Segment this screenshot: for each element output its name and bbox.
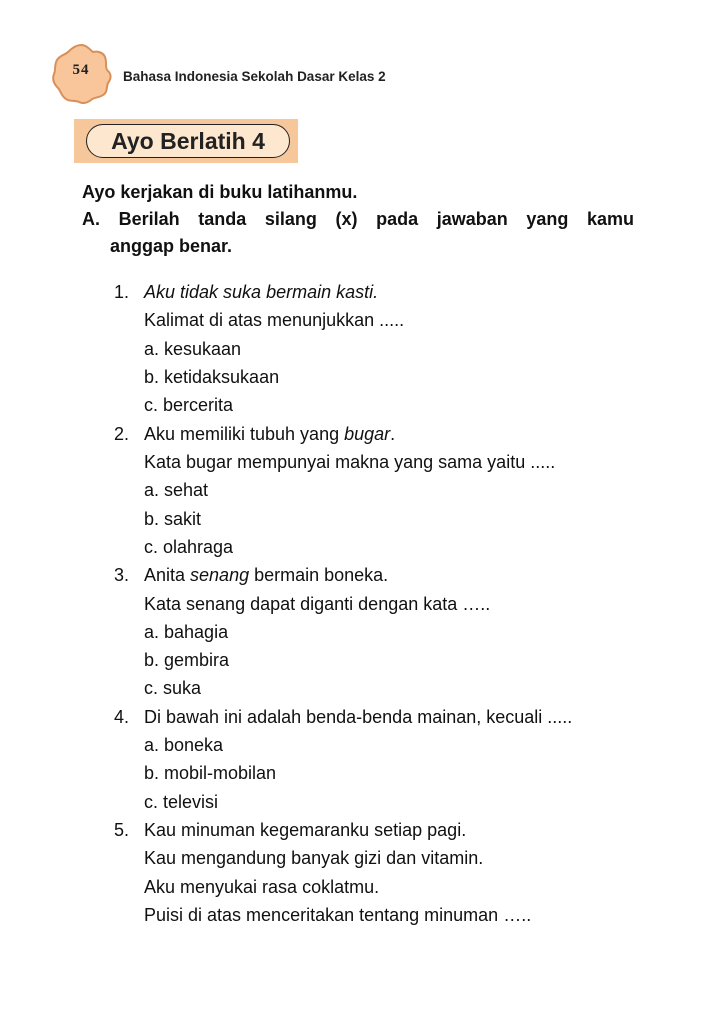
stem-text: . bbox=[390, 424, 396, 444]
answer-option: c. bercerita bbox=[144, 395, 234, 415]
answer-option: a. bahagia bbox=[144, 622, 229, 642]
stem-text: Anita bbox=[144, 565, 191, 585]
question-number: 2. bbox=[114, 424, 130, 444]
poem-line: Kau mengandung banyak gizi dan vitamin. bbox=[144, 848, 484, 868]
poem-line: Kau minuman kegemaranku setiap pagi. bbox=[144, 820, 467, 840]
question-prompt: Kata bugar mempunyai makna yang sama yaitu ..... bbox=[144, 452, 556, 472]
question-number: 1. bbox=[114, 282, 130, 302]
question-stem bbox=[144, 562, 388, 589]
question-prompt: Kalimat di atas menunjukkan ..... bbox=[144, 310, 405, 330]
instruction-line: Ayo kerjakan di buku latihanmu. bbox=[82, 182, 358, 202]
answer-option: a. boneka bbox=[144, 735, 224, 755]
answer-option: b. mobil-mobilan bbox=[144, 763, 277, 783]
instruction-a: A. Berilah tanda silang (x) pada jawaban yang kamu bbox=[82, 209, 634, 229]
instruction-a-continuation: anggap benar. bbox=[110, 236, 233, 256]
question-number: 4. bbox=[114, 707, 130, 727]
answer-option: b. sakit bbox=[144, 509, 202, 529]
answer-option: b. gembira bbox=[144, 650, 230, 670]
answer-option: c. televisi bbox=[144, 792, 219, 812]
question-number: 3. bbox=[114, 565, 130, 585]
italic-word: bugar bbox=[344, 424, 391, 444]
question-stem bbox=[144, 421, 395, 448]
stem-text: bermain boneka. bbox=[249, 565, 389, 585]
question-prompt: Kata senang dapat diganti dengan kata ….. bbox=[144, 594, 491, 614]
question-prompt: Puisi di atas menceritakan tentang minuman ….. bbox=[144, 905, 532, 925]
answer-option: a. kesukaan bbox=[144, 339, 242, 359]
stem-text: Aku memiliki tubuh yang bbox=[144, 424, 345, 444]
page-number: 54 bbox=[72, 62, 90, 78]
answer-option: c. olahraga bbox=[144, 537, 234, 557]
poem-line: Aku menyukai rasa coklatmu. bbox=[144, 877, 380, 897]
section-title: Ayo Berlatih 4 bbox=[86, 124, 290, 158]
italic-word: senang bbox=[190, 565, 250, 585]
book-title: Bahasa Indonesia Sekolah Dasar Kelas 2 bbox=[123, 69, 386, 84]
question-stem bbox=[144, 279, 378, 306]
italic-stem: Aku tidak suka bermain kasti. bbox=[144, 282, 379, 302]
answer-option: b. ketidaksukaan bbox=[144, 367, 280, 387]
answer-option: a. sehat bbox=[144, 480, 209, 500]
question-stem: Di bawah ini adalah benda-benda mainan, kecuali ..... bbox=[144, 707, 573, 727]
question-number: 5. bbox=[114, 820, 130, 840]
answer-option: c. suka bbox=[144, 678, 202, 698]
